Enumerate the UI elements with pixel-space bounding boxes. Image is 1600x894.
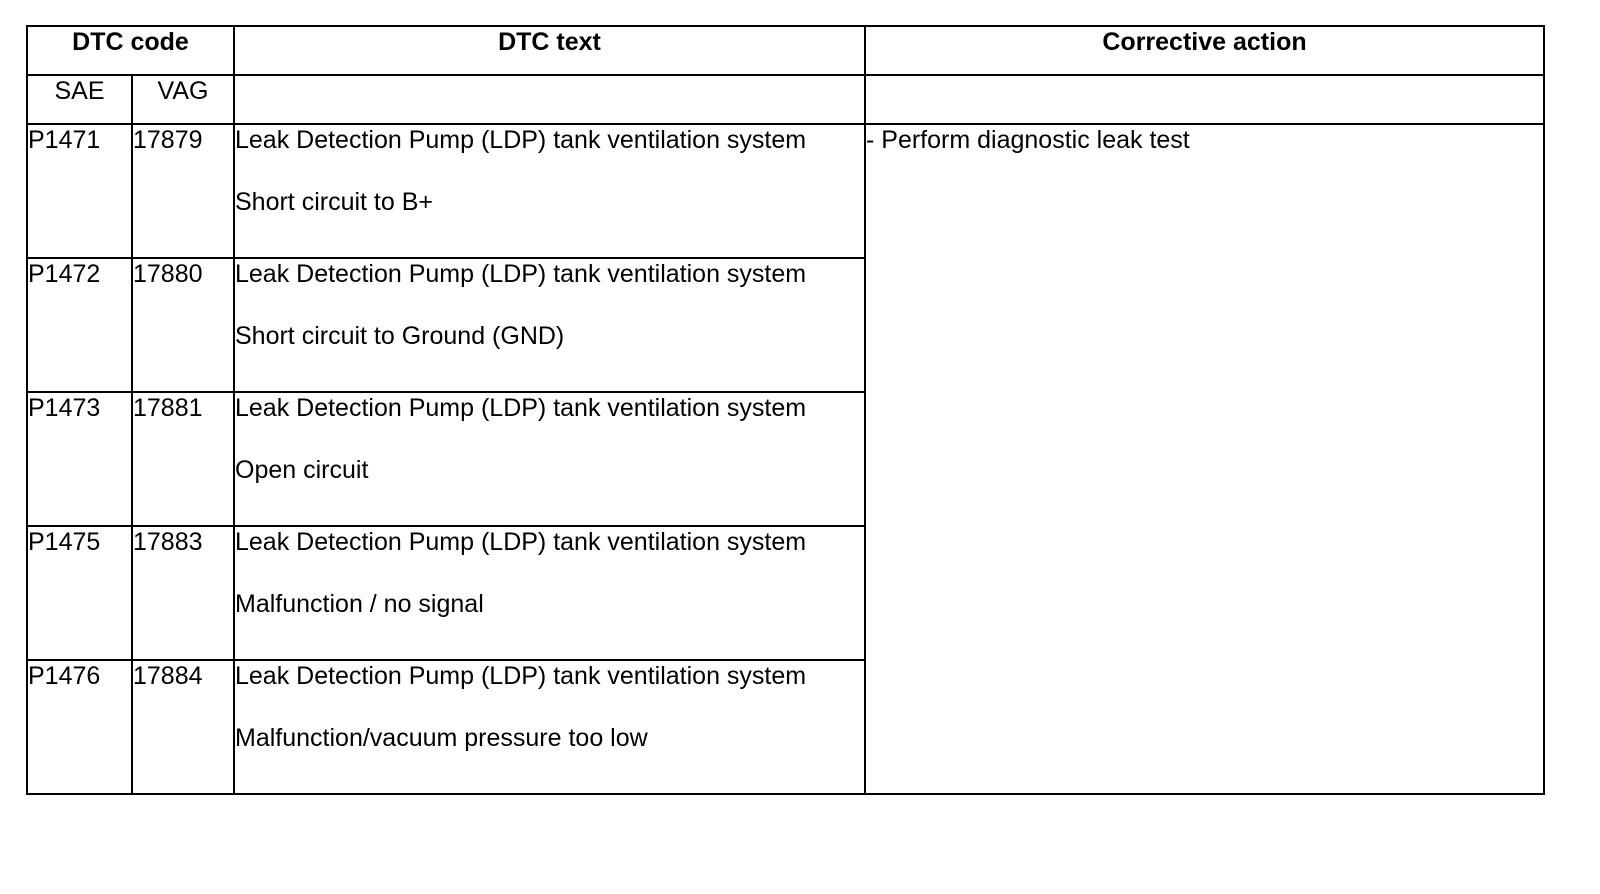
header-corrective-action: Corrective action	[865, 26, 1544, 75]
dtc-text: Leak Detection Pump (LDP) tank ventilation system	[235, 260, 807, 288]
sae-code: P1475	[27, 526, 132, 660]
header-dtc-text: DTC text	[234, 26, 865, 75]
dtc-text: Leak Detection Pump (LDP) tank ventilation system	[235, 126, 807, 154]
dtc-text-cell	[234, 258, 865, 392]
sae-code: P1476	[27, 660, 132, 794]
vag-code: 17883	[132, 526, 234, 660]
dtc-text-cell	[234, 124, 865, 258]
subheader-sae: SAE	[27, 75, 132, 124]
vag-code: 17881	[132, 392, 234, 526]
dtc-table	[26, 25, 1545, 795]
dtc-detail: Short circuit to Ground (GND)	[235, 322, 565, 350]
dtc-text-cell	[234, 660, 865, 794]
subheader-text-empty	[234, 75, 865, 124]
corrective-action-cell	[865, 124, 1544, 794]
vag-code: 17884	[132, 660, 234, 794]
dtc-detail: Malfunction/vacuum pressure too low	[235, 724, 648, 752]
dtc-text-cell	[234, 526, 865, 660]
dtc-detail: Short circuit to B+	[235, 188, 433, 216]
header-dtc-code: DTC code	[27, 26, 234, 75]
dtc-text-cell	[234, 392, 865, 526]
dtc-text: Leak Detection Pump (LDP) tank ventilation system	[235, 662, 807, 690]
vag-code: 17880	[132, 258, 234, 392]
subheader-vag: VAG	[132, 75, 234, 124]
dtc-text: Leak Detection Pump (LDP) tank ventilation system	[235, 394, 807, 422]
subheader-action-empty	[865, 75, 1544, 124]
sae-code: P1472	[27, 258, 132, 392]
table-row	[27, 124, 1544, 258]
subheader-row	[27, 75, 1544, 124]
sae-code: P1471	[27, 124, 132, 258]
corrective-action-text: - Perform diagnostic leak test	[866, 126, 1190, 154]
dtc-detail: Open circuit	[235, 456, 369, 484]
dtc-text: Leak Detection Pump (LDP) tank ventilation system	[235, 528, 807, 556]
dtc-detail: Malfunction / no signal	[235, 590, 484, 618]
sae-code: P1473	[27, 392, 132, 526]
header-row	[27, 26, 1544, 75]
vag-code: 17879	[132, 124, 234, 258]
